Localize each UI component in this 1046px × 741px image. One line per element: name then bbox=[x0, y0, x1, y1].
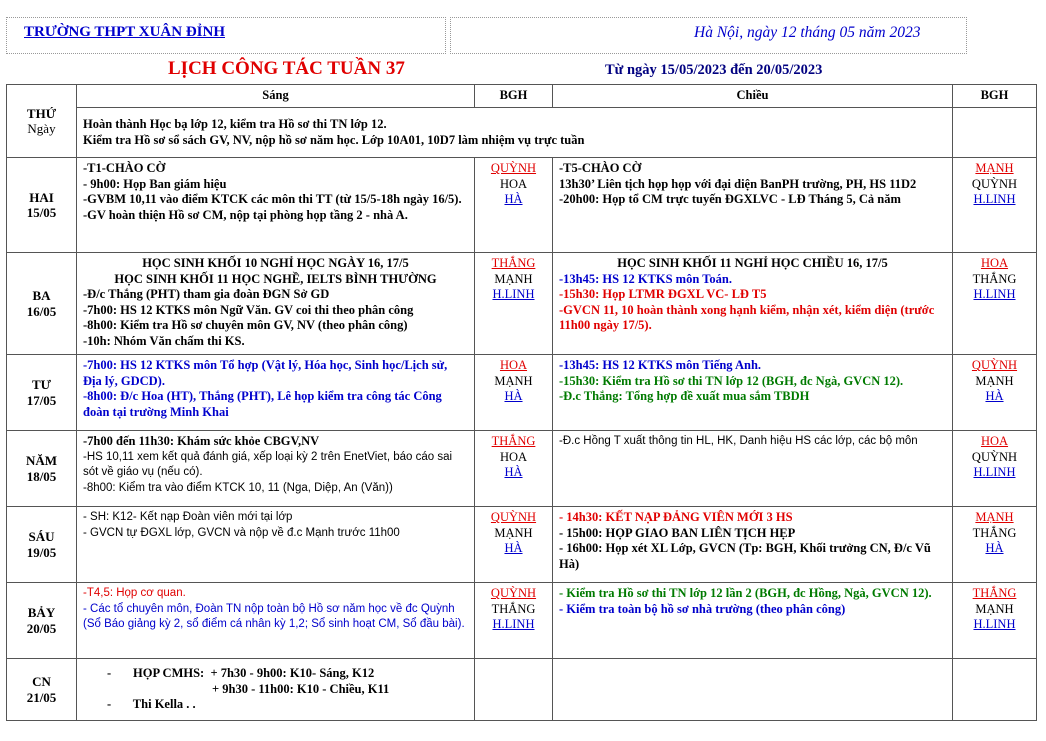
schedule-line: HỌC SINH KHỐI 10 NGHỈ HỌC NGÀY 16, 17/5 bbox=[142, 256, 409, 270]
schedule-line: -GVCN 11, 10 hoàn thành xong hạnh kiểm, nhận xét, kiểm diện (trước 11h00 ngày 17/5). bbox=[559, 302, 935, 332]
bgh-name: H.LINH bbox=[973, 465, 1016, 479]
bgh-name: MẠNH bbox=[494, 271, 533, 286]
schedule-line: 13h30’ Liên tịch họp họp với đại diện BanPH trường, PH, HS 11D2 bbox=[559, 176, 917, 191]
afternoon-cell bbox=[553, 431, 953, 507]
table-row bbox=[7, 507, 1037, 583]
bgh-name: THẮNG bbox=[491, 256, 536, 270]
bgh-name: HÀ bbox=[504, 389, 523, 403]
bgh-name: THẮNG bbox=[491, 601, 536, 616]
schedule-line: + 9h30 - 11h00: K10 - Chiều, K11 bbox=[212, 681, 390, 696]
day-date: 16/05 bbox=[26, 303, 57, 319]
schedule-line: - 9h00: Họp Ban giám hiệu bbox=[83, 176, 227, 191]
schedule-line: - SH: K12- Kết nạp Đoàn viên mới tại lớp bbox=[83, 511, 293, 523]
day-name: HAI bbox=[29, 189, 54, 205]
school-name: TRƯỜNG THPT XUÂN ĐỈNH bbox=[24, 24, 225, 40]
bgh-cell bbox=[953, 355, 1037, 431]
schedule-line: -7h00: HS 12 KTKS môn Ngữ Văn. GV coi thi theo phân công bbox=[83, 302, 414, 317]
bgh-name: QUỲNH bbox=[971, 358, 1018, 372]
bgh-cell bbox=[475, 507, 553, 583]
schedule-line: - Thi Kella . . bbox=[107, 697, 196, 712]
day-name: BA bbox=[32, 288, 51, 303]
bgh-name: H.LINH bbox=[492, 287, 535, 301]
bgh-cell bbox=[475, 253, 553, 355]
bgh-name: HÀ bbox=[504, 192, 523, 206]
schedule-line: -T4,5: Họp cơ quan. bbox=[83, 587, 186, 599]
schedule-line: -T1-CHÀO CỜ bbox=[83, 161, 166, 175]
bgh-name: THẮNG bbox=[972, 525, 1017, 540]
bgh-cell bbox=[475, 583, 553, 659]
bgh-name: QUỲNH bbox=[490, 586, 537, 600]
table-row bbox=[7, 583, 1037, 659]
day-name: SÁU bbox=[28, 529, 55, 544]
day-column-header bbox=[7, 85, 77, 158]
table-row bbox=[7, 431, 1037, 507]
bgh-cell bbox=[475, 158, 553, 253]
day-cell bbox=[7, 431, 77, 507]
afternoon-header: Chiều bbox=[553, 85, 953, 108]
general-row bbox=[7, 108, 1037, 158]
bgh-name: HÀ bbox=[504, 465, 523, 479]
schedule-line: -8h00: Kiểm tra Hồ sơ chuyên môn GV, NV (theo phân công) bbox=[83, 318, 408, 332]
schedule-line: - Kiểm tra toàn bộ hồ sơ nhà trường (theo phân công) bbox=[559, 601, 846, 616]
general-note-1: Hoàn thành Học bạ lớp 12, kiểm tra Hồ sơ thi TN lớp 12. bbox=[83, 117, 387, 131]
day-name: CN bbox=[32, 674, 51, 689]
morning-cell bbox=[77, 355, 475, 431]
schedule-line: - Kiểm tra Hồ sơ thi TN lớp 12 lần 2 (BGH, đc Hồng, Ngà, GVCN 12). bbox=[559, 586, 932, 600]
bgh-cell bbox=[953, 659, 1037, 721]
bgh-name: MẠNH bbox=[494, 525, 533, 540]
bgh-name: MẠNH bbox=[494, 373, 533, 388]
schedule-line: -15h30: Kiểm tra Hồ sơ thi TN lớp 12 (BGH, đc Ngà, GVCN 12). bbox=[559, 373, 904, 388]
day-date: 19/05 bbox=[26, 544, 57, 560]
bgh-header-2: BGH bbox=[953, 85, 1037, 108]
schedule-line: -13h45: HS 12 KTKS môn Toán. bbox=[559, 271, 732, 286]
day-cell bbox=[7, 507, 77, 583]
bgh-cell bbox=[475, 355, 553, 431]
afternoon-cell bbox=[553, 355, 953, 431]
bgh-name: QUỲNH bbox=[490, 161, 537, 175]
schedule-line: -8h00: Kiểm tra vào điểm KTCK 10, 11 (Nga, Diệp, An (Văn)) bbox=[83, 481, 393, 494]
schedule-line: -Đ.c Hồng T xuất thông tin HL, HK, Danh hiệu HS các lớp, các bộ môn bbox=[559, 435, 918, 447]
schedule-line: -8h00: Đ/c Hoa (HT), Thắng (PHT), Lê họp kiểm tra công tác Công đoàn tại trường Minh Khai bbox=[83, 389, 442, 419]
day-date: 20/05 bbox=[26, 620, 57, 636]
bgh-cell bbox=[953, 158, 1037, 253]
date-range: Từ ngày 15/05/2023 đến 20/05/2023 bbox=[605, 62, 823, 78]
schedule-line: - 15h00: HỌP GIAO BAN LIÊN TỊCH HẸP bbox=[559, 525, 796, 540]
schedule-line: -Đ/c Thắng (PHT) tham gia đoàn ĐGN Sở GD bbox=[83, 287, 330, 301]
schedule-line: -7h00: HS 12 KTKS môn Tổ hợp (Vật lý, Hóa học, Sinh học/Lịch sử, Địa lý, GDCD). bbox=[83, 358, 448, 388]
schedule-line: -20h00: Họp tổ CM trực tuyến ĐGXLVC - LĐ Tháng 5, Cả năm bbox=[559, 192, 901, 206]
bgh-name: H.LINH bbox=[973, 192, 1016, 206]
bgh-name: THẮNG bbox=[972, 271, 1017, 286]
schedule-line: -T5-CHÀO CỜ bbox=[559, 161, 642, 175]
afternoon-cell bbox=[553, 253, 953, 355]
day-date: 15/05 bbox=[26, 205, 57, 220]
bgh-name: QUỲNH bbox=[490, 510, 537, 524]
page-title: LỊCH CÔNG TÁC TUẦN 37 bbox=[168, 58, 405, 79]
bgh-name: HÀ bbox=[985, 389, 1004, 403]
day-name: NĂM bbox=[25, 453, 58, 468]
schedule-line: - 14h30: KẾT NẠP ĐẢNG VIÊN MỚI 3 HS bbox=[559, 510, 793, 524]
schedule-line: - GVCN tự ĐGXL lớp, GVCN và nộp về đ.c Mạnh trước 11h00 bbox=[83, 526, 400, 539]
schedule-line: - 16h00: Họp xét XL Lớp, GVCN (Tp: BGH, Khối trưởng CN, Đ/c Vũ Hà) bbox=[559, 541, 931, 571]
bgh-name: H.LINH bbox=[492, 617, 535, 631]
day-cell bbox=[7, 583, 77, 659]
day-date: 21/05 bbox=[26, 689, 57, 705]
bgh-name: HÀ bbox=[504, 541, 523, 555]
table-row bbox=[7, 659, 1037, 721]
schedule-table bbox=[6, 84, 1037, 721]
date-header-label: Ngày bbox=[27, 121, 56, 136]
bgh-header-1: BGH bbox=[475, 85, 553, 108]
table-header-row bbox=[7, 85, 1037, 108]
bgh-name: MẠNH bbox=[975, 510, 1014, 524]
day-cell bbox=[7, 659, 77, 721]
general-notes bbox=[77, 108, 953, 158]
bgh-name: MẠNH bbox=[975, 601, 1014, 616]
bgh-name: THẮNG bbox=[491, 434, 536, 448]
general-note-2: Kiểm tra Hồ sơ sổ sách GV, NV, nộp hồ sơ năm học. Lớp 10A01, 10D7 làm nhiệm vụ trực tuần bbox=[83, 132, 585, 147]
bgh-name: HÀ bbox=[985, 541, 1004, 555]
schedule-line: -10h: Nhóm Văn chấm thi KS. bbox=[83, 333, 245, 348]
bgh-name: HOA bbox=[980, 256, 1009, 270]
afternoon-cell bbox=[553, 158, 953, 253]
bgh-name: QUỲNH bbox=[971, 176, 1018, 191]
general-empty bbox=[953, 108, 1037, 158]
bgh-name: MẠNH bbox=[975, 161, 1014, 175]
schedule-line: - Các tổ chuyên môn, Đoàn TN nộp toàn bộ Hồ sơ năm học về đc Quỳnh (Sổ Báo giảng kỳ 2, sổ điểm cá nhân kỳ 1,2; Sổ sinh hoạt CM, Sổ đầu bài). bbox=[83, 602, 465, 630]
day-header-label: THỨ bbox=[26, 105, 57, 121]
morning-cell bbox=[77, 158, 475, 253]
schedule-line: -13h45: HS 12 KTKS môn Tiếng Anh. bbox=[559, 358, 762, 372]
day-name: TƯ bbox=[31, 377, 52, 392]
day-cell bbox=[7, 253, 77, 355]
schedule-line: - HỌP CMHS: + 7h30 - 9h00: K10- Sáng, K12 bbox=[107, 666, 375, 681]
morning-cell bbox=[77, 253, 475, 355]
bgh-cell bbox=[475, 431, 553, 507]
schedule-line: -HS 10,11 xem kết quả đánh giá, xếp loại kỳ 2 trên EnetViet, báo cáo sai sót về giáo vụ (nếu có). bbox=[83, 450, 453, 478]
bgh-cell bbox=[953, 431, 1037, 507]
morning-cell bbox=[77, 507, 475, 583]
table-row bbox=[7, 355, 1037, 431]
schedule-line: -7h00 đến 11h30: Khám sức khỏe CBGV,NV bbox=[83, 434, 320, 448]
day-date: 18/05 bbox=[26, 468, 57, 484]
bgh-cell bbox=[475, 659, 553, 721]
bgh-name: MẠNH bbox=[975, 373, 1014, 388]
day-cell bbox=[7, 158, 77, 253]
afternoon-cell bbox=[553, 583, 953, 659]
bgh-name: HOA bbox=[499, 449, 528, 464]
schedule-line: -GVBM 10,11 vào điểm KTCK các môn thi TT (từ 15/5-18h ngày 16/5). bbox=[83, 192, 462, 206]
schedule-line: -15h30: Họp LTMR ĐGXL VC- LĐ T5 bbox=[559, 287, 767, 301]
afternoon-cell bbox=[553, 659, 953, 721]
date-line: Hà Nội, ngày 12 tháng 05 năm 2023 bbox=[694, 24, 921, 41]
schedule-line: HỌC SINH KHỐI 11 HỌC NGHỀ, IELTS BÌNH THƯỜNG bbox=[114, 271, 437, 286]
bgh-cell bbox=[953, 583, 1037, 659]
schedule-line: -GV hoàn thiện Hồ sơ CM, nộp tại phòng họp tầng 2 - nhà A. bbox=[83, 207, 408, 222]
day-date: 17/05 bbox=[26, 392, 57, 408]
bgh-name: HOA bbox=[499, 358, 528, 372]
bgh-name: H.LINH bbox=[973, 287, 1016, 301]
day-name: BẢY bbox=[27, 605, 56, 620]
bgh-name: H.LINH bbox=[973, 617, 1016, 631]
bgh-name: THẮNG bbox=[972, 586, 1017, 600]
bgh-cell bbox=[953, 253, 1037, 355]
bgh-name: HOA bbox=[980, 434, 1009, 448]
bgh-name: HOA bbox=[499, 176, 528, 191]
morning-cell bbox=[77, 583, 475, 659]
afternoon-cell bbox=[553, 507, 953, 583]
table-row bbox=[7, 253, 1037, 355]
day-cell bbox=[7, 355, 77, 431]
morning-cell bbox=[77, 431, 475, 507]
bgh-cell bbox=[953, 507, 1037, 583]
schedule-line: HỌC SINH KHỐI 11 NGHỈ HỌC CHIỀU 16, 17/5 bbox=[617, 256, 888, 270]
schedule-line: -Đ.c Thắng: Tổng hợp đề xuất mua sắm TBDH bbox=[559, 389, 810, 403]
morning-header: Sáng bbox=[77, 85, 475, 108]
morning-cell bbox=[77, 659, 475, 721]
bgh-name: QUỲNH bbox=[971, 449, 1018, 464]
table-row bbox=[7, 158, 1037, 253]
